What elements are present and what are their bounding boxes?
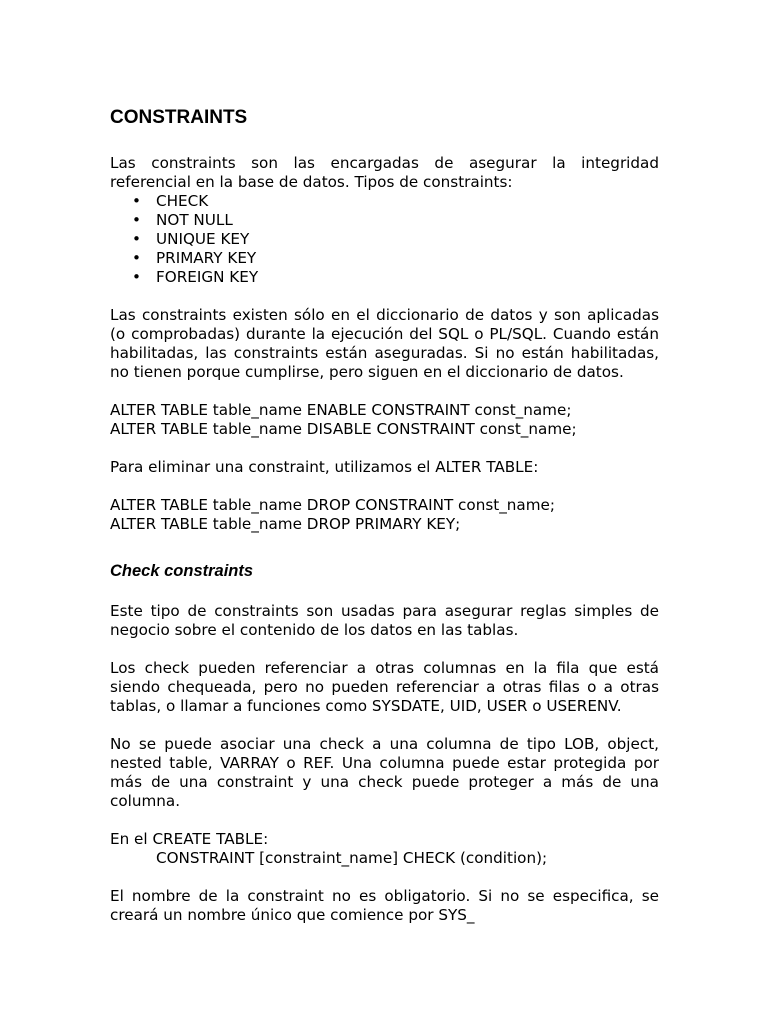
list-item: • UNIQUE KEY: [132, 230, 250, 248]
list-item: • CHECK: [132, 192, 209, 210]
bullet-icon: •: [132, 211, 141, 229]
code-line: ALTER TABLE table_name ENABLE CONSTRAINT const_name;: [110, 401, 572, 419]
list-item: • NOT NULL: [132, 211, 233, 229]
document-page: [110, 104, 659, 925]
bullet-icon: •: [132, 249, 141, 267]
bullet-icon: •: [132, 268, 141, 286]
create-table-block: [110, 830, 659, 868]
drop-code-block: [110, 496, 659, 534]
code-line: ALTER TABLE table_name DISABLE CONSTRAINT const_name;: [110, 420, 577, 438]
list-item: • PRIMARY KEY: [132, 249, 257, 267]
dictionary-paragraph: Las constraints existen sólo en el diccionario de datos y son aplicadas (o comprobadas) durante la ejecución del SQL o PL/SQL. Cuando están habilitadas, las constraints están aseguradas. Si no están habilitadas, no tienen porque cumplirse, pero siguen en el diccionario de datos.: [110, 306, 659, 381]
intro-paragraph: Las constraints son las encargadas de asegurar la integridad referencial en la base de datos. Tipos de constraints:: [110, 154, 659, 191]
page-title: CONSTRAINTS: [110, 107, 248, 128]
section-title: Check constraints: [110, 562, 254, 580]
list-item: • FOREIGN KEY: [132, 268, 259, 286]
check-paragraph-3: No se puede asociar una check a una columna de tipo LOB, object, nested table, VARRAY o REF. Una columna puede estar protegida por más de una constraint y una check puede proteger a más de una columna.: [110, 735, 659, 810]
bullet-icon: •: [132, 192, 141, 210]
enable-code-block: [110, 401, 659, 439]
code-line: ALTER TABLE table_name DROP PRIMARY KEY;: [110, 515, 461, 533]
bullet-icon: •: [132, 230, 141, 248]
check-paragraph-1: Este tipo de constraints son usadas para asegurar reglas simples de negocio sobre el contenido de los datos en las tablas.: [110, 602, 659, 639]
create-table-label: En el CREATE TABLE:: [110, 830, 269, 848]
name-paragraph: El nombre de la constraint no es obligatorio. Si no se especifica, se creará un nombre único que comience por SYS_: [110, 887, 659, 924]
check-paragraph-2: Los check pueden referenciar a otras columnas en la fila que está siendo chequeada, pero no pueden referenciar a otras filas o a otras tablas, o llamar a funciones como SYSDATE, UID, USER o USERENV.: [110, 659, 659, 715]
create-table-code: CONSTRAINT [constraint_name] CHECK (condition);: [156, 849, 548, 867]
constraint-types-list: [110, 192, 659, 287]
code-line: ALTER TABLE table_name DROP CONSTRAINT const_name;: [110, 496, 555, 514]
drop-paragraph: Para eliminar una constraint, utilizamos el ALTER TABLE:: [110, 458, 539, 476]
